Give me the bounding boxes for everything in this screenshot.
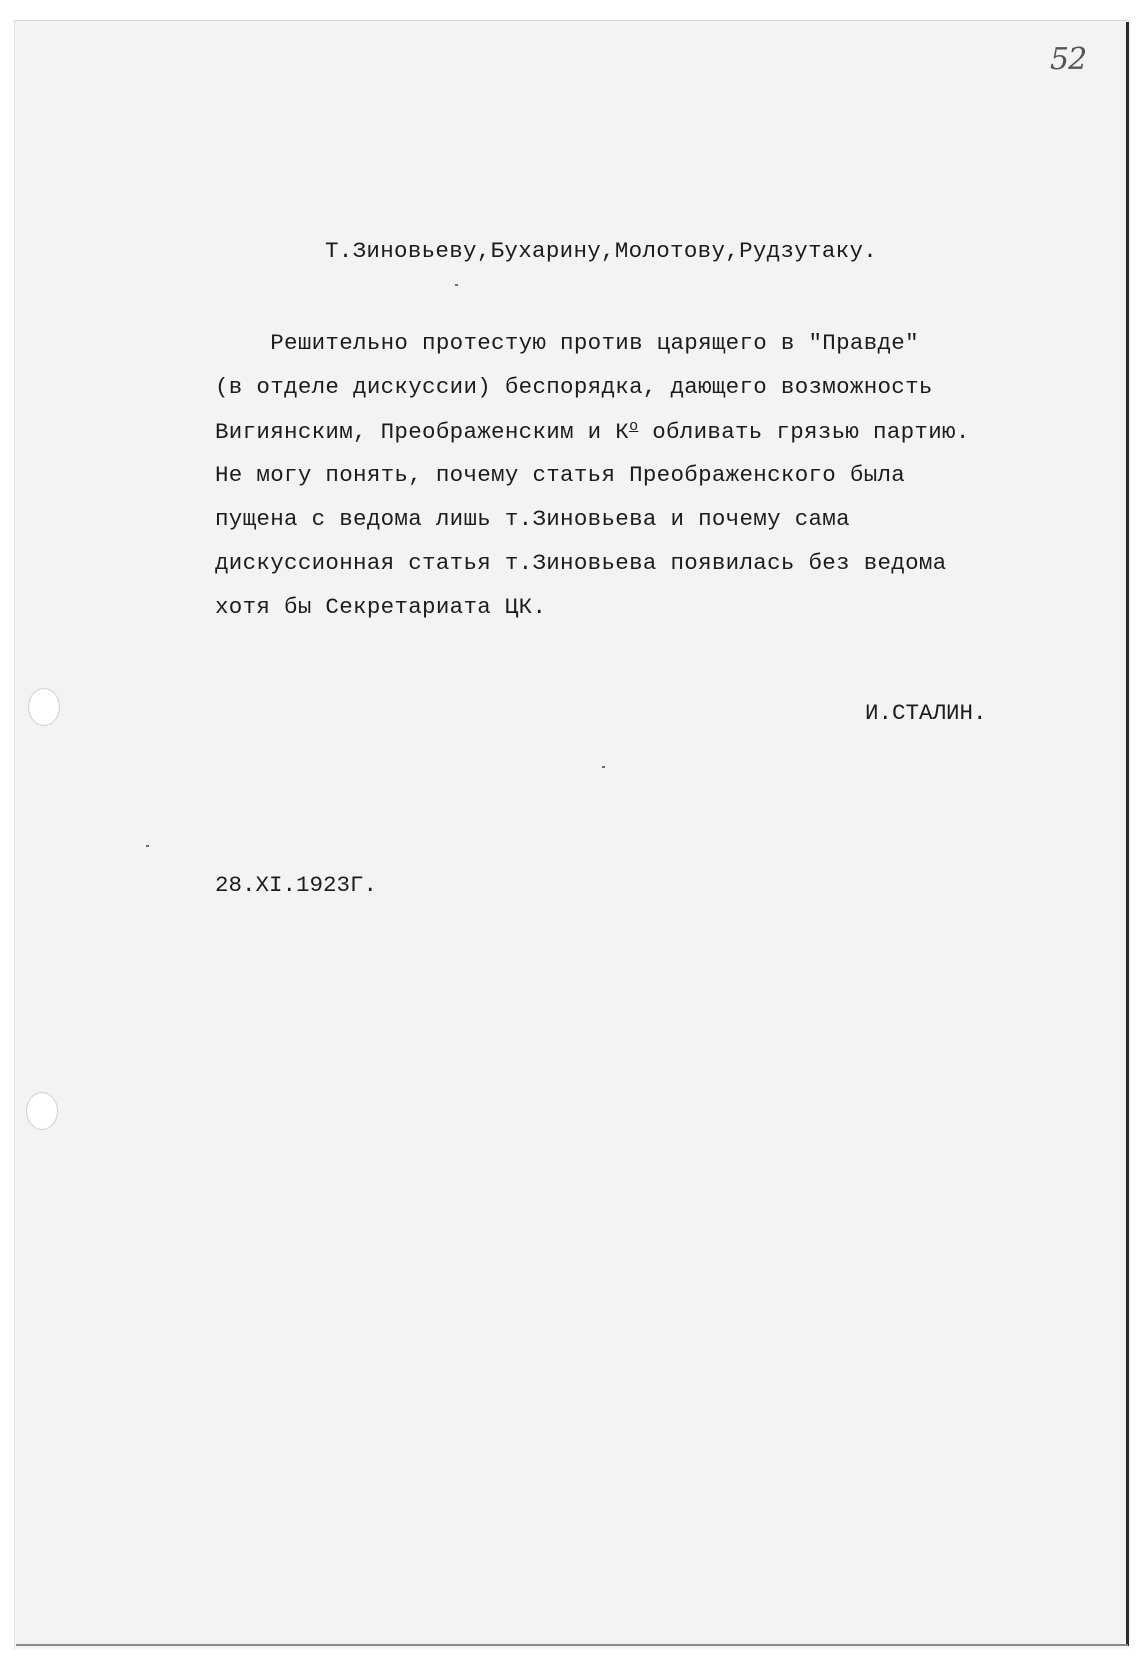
sheet-edge-bottom (16, 1644, 1128, 1646)
company-superscript: о (629, 418, 639, 435)
body-line-5: пущена с ведома лишь т.Зиновьева и почему сама (215, 506, 850, 532)
body-line-3 (215, 418, 970, 445)
paper-sheet (14, 20, 1130, 1649)
date: 28.XI.1923Г. (215, 872, 378, 898)
ink-speck (146, 845, 149, 847)
sheet-edge-right (1126, 22, 1129, 1646)
body-line-6: дискуссионная статья т.Зиновьева появилась без ведома (215, 550, 947, 576)
ink-speck (455, 284, 458, 286)
addressee-line: Т.Зиновьеву,Бухарину,Молотову,Рудзутаку. (325, 238, 878, 264)
body-line-2: (в отделе дискуссии) беспорядка, дающего возможность (215, 374, 933, 400)
page-number: 52 (1050, 42, 1087, 77)
body-line-1: Решительно протестую против царящего в "Правде" (215, 330, 919, 356)
punch-hole-bottom (26, 1092, 58, 1130)
ink-speck (602, 766, 605, 768)
body-line-7: хотя бы Секретариата ЦК. (215, 594, 547, 620)
punch-hole-top (28, 688, 60, 726)
body-line-3-start: Вигиянским, Преображенским и К (215, 419, 630, 445)
body-line-3-end: обливать грязью партию. (638, 419, 970, 445)
signature: И.СТАЛИН. (865, 700, 987, 726)
body-line-4: Не могу понять, почему статья Преображенского была (215, 462, 906, 488)
